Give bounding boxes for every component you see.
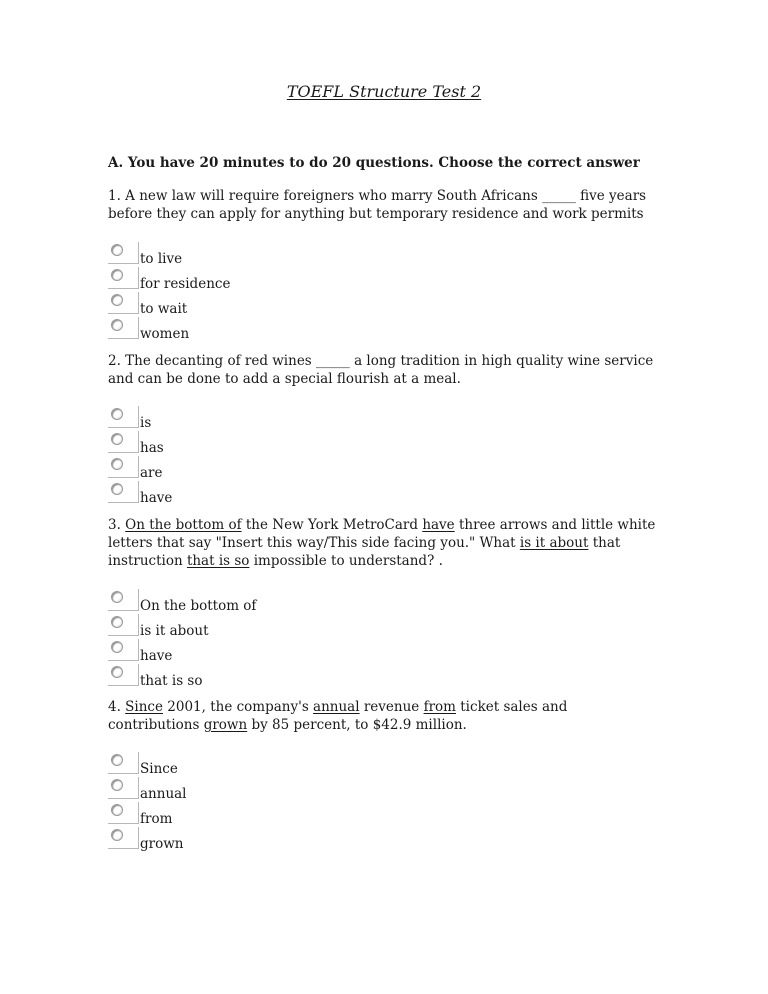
option-label: have <box>140 490 173 506</box>
option-label: women <box>140 326 190 342</box>
question-text-segment: that instruction <box>108 535 621 569</box>
instructions: A. You have 20 minutes to do 20 questions. Choose the correct answer <box>108 155 640 171</box>
question-4-options <box>108 757 187 857</box>
radio-button[interactable] <box>108 614 139 636</box>
radio-button[interactable] <box>108 827 139 849</box>
radio-circle-icon <box>111 779 123 791</box>
radio-button[interactable] <box>108 431 139 453</box>
page-title: TOEFL Structure Test 2 <box>286 82 482 101</box>
radio-button[interactable] <box>108 481 139 503</box>
radio-button[interactable] <box>108 242 139 264</box>
underlined-phrase: that is so <box>186 553 250 569</box>
underlined-phrase: On the bottom of <box>125 517 242 533</box>
radio-circle-icon <box>111 616 123 628</box>
option-label: to wait <box>140 301 188 317</box>
question-2-options <box>108 411 172 511</box>
answer-option[interactable] <box>108 486 172 511</box>
question-text-segment: 1. A new law will require foreigners who marry South Africans _____ five years before they can apply for anything but temporary residence and work permits <box>108 188 647 222</box>
option-label: to live <box>140 251 183 267</box>
underlined-phrase: grown <box>203 717 248 733</box>
radio-circle-icon <box>111 294 123 306</box>
option-label: are <box>140 465 163 481</box>
question-3-options <box>108 594 256 694</box>
question-text-segment: 2001, the company's <box>162 699 314 715</box>
radio-circle-icon <box>111 408 123 420</box>
radio-circle-icon <box>111 829 123 841</box>
question-text-segment: 2. The decanting of red wines _____ a long tradition in high quality wine service and can be done to add a special flourish at a meal. <box>108 353 654 387</box>
radio-button[interactable] <box>108 406 139 428</box>
option-label: annual <box>140 786 187 802</box>
radio-circle-icon <box>111 754 123 766</box>
question-text-segment: 3. <box>108 517 126 533</box>
answer-option[interactable] <box>108 669 256 694</box>
underlined-phrase: annual <box>313 699 360 715</box>
radio-button[interactable] <box>108 292 139 314</box>
option-label: have <box>140 648 173 664</box>
option-label: grown <box>140 836 184 852</box>
question-text-segment: ticket sales and contributions <box>108 699 568 733</box>
option-label: for residence <box>140 276 231 292</box>
radio-circle-icon <box>111 641 123 653</box>
radio-button[interactable] <box>108 456 139 478</box>
option-label: Since <box>140 761 178 777</box>
underlined-phrase: Since <box>125 699 163 715</box>
question-text-segment: impossible to understand? . <box>249 553 443 569</box>
radio-button[interactable] <box>108 639 139 661</box>
question-3-text <box>108 516 663 570</box>
radio-circle-icon <box>111 433 123 445</box>
answer-option[interactable] <box>108 832 187 857</box>
radio-button[interactable] <box>108 589 139 611</box>
question-text-segment: revenue <box>359 699 424 715</box>
question-text-segment: 4. <box>108 699 126 715</box>
question-1-text <box>108 187 663 223</box>
question-4-text <box>108 698 663 734</box>
radio-circle-icon <box>111 483 123 495</box>
option-label: On the bottom of <box>140 598 257 614</box>
radio-circle-icon <box>111 666 123 678</box>
radio-circle-icon <box>111 319 123 331</box>
underlined-phrase: have <box>422 517 455 533</box>
option-label: is <box>140 415 152 431</box>
radio-button[interactable] <box>108 752 139 774</box>
radio-button[interactable] <box>108 267 139 289</box>
question-text-segment: three arrows and little white letters that say "Insert this way/This side facing you." What <box>108 517 656 551</box>
radio-button[interactable] <box>108 802 139 824</box>
radio-circle-icon <box>111 244 123 256</box>
underlined-phrase: from <box>423 699 456 715</box>
radio-circle-icon <box>111 591 123 603</box>
radio-button[interactable] <box>108 317 139 339</box>
option-label: from <box>140 811 173 827</box>
option-label: has <box>140 440 164 456</box>
radio-button[interactable] <box>108 777 139 799</box>
radio-circle-icon <box>111 804 123 816</box>
radio-button[interactable] <box>108 664 139 686</box>
question-2-text <box>108 352 663 388</box>
question-text-segment: the New York MetroCard <box>241 517 423 533</box>
radio-circle-icon <box>111 458 123 470</box>
option-label: that is so <box>140 673 203 689</box>
question-text-segment: by 85 percent, to $42.9 million. <box>247 717 467 733</box>
question-1-options <box>108 247 230 347</box>
radio-circle-icon <box>111 269 123 281</box>
answer-option[interactable] <box>108 322 230 347</box>
underlined-phrase: is it about <box>519 535 589 551</box>
option-label: is it about <box>140 623 209 639</box>
